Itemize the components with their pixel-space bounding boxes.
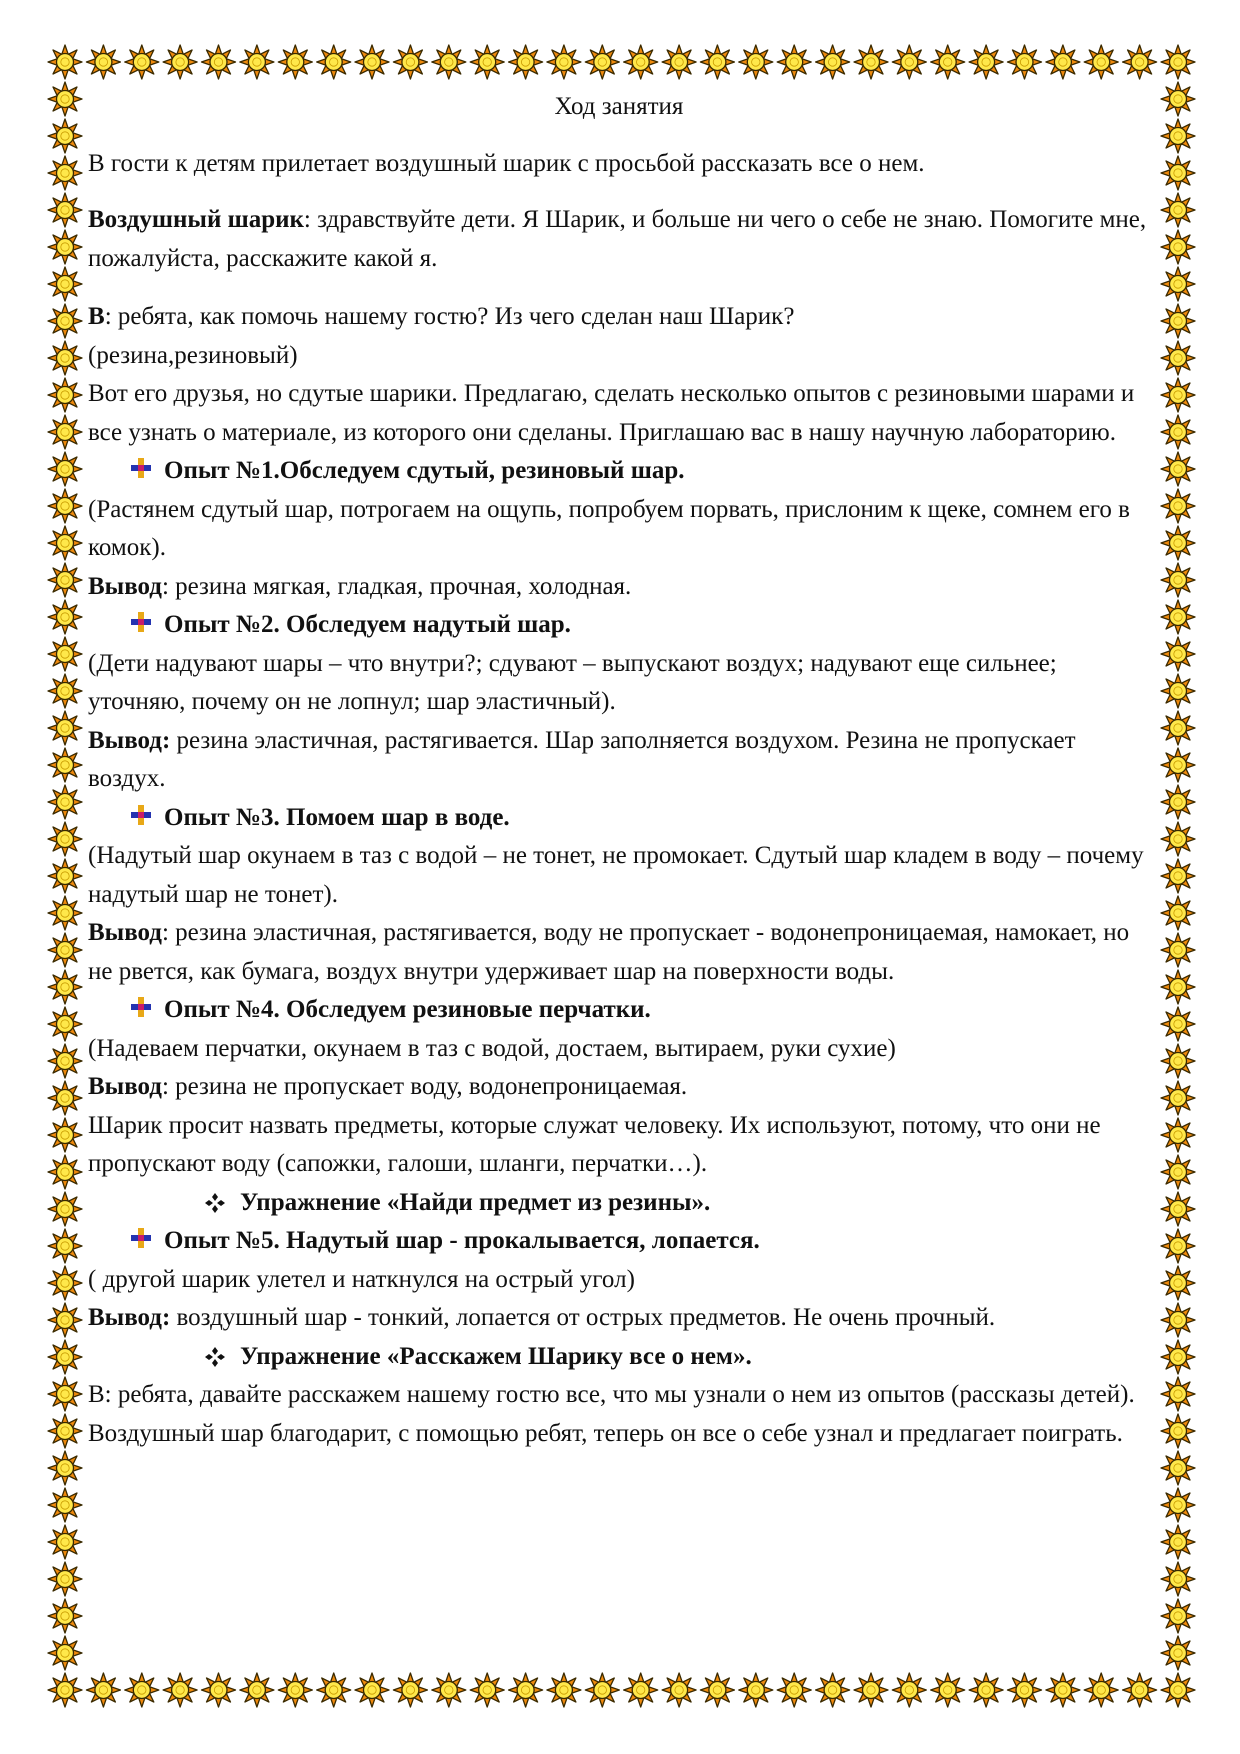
sun-icon xyxy=(1161,1266,1195,1300)
sun-icon xyxy=(1161,859,1195,893)
sun-icon xyxy=(739,1673,773,1707)
sun-icon xyxy=(48,1155,82,1189)
sun-icon xyxy=(48,637,82,671)
sun-icon xyxy=(1161,1340,1195,1374)
experiment-3-description: (Надутый шар окунаем в таз с водой – не тонет, не промокает. Сдутый шар кладем в воду – почему надутый шар не тонет). xyxy=(88,842,1144,908)
sun-icon xyxy=(48,933,82,967)
document-body xyxy=(88,88,1150,1453)
sun-icon xyxy=(163,45,197,79)
sun-icon xyxy=(278,1673,312,1707)
exercise-1-heading: Упражнение «Найди предмет из резины». xyxy=(88,1184,1150,1223)
sun-icon xyxy=(1161,711,1195,745)
experiment-5-heading: Опыт №5. Надутый шар - прокалывается, лопается. xyxy=(88,1222,1150,1261)
experiment-2-conclusion: Вывод: резина эластичная, растягивается. Шар заполняется воздухом. Резина не пропускает воздух. xyxy=(88,726,1076,792)
sun-icon xyxy=(202,1673,236,1707)
sun-icon xyxy=(48,119,82,153)
sun-icon xyxy=(854,45,888,79)
intro-paragraph: В гости к детям прилетает воздушный шарик с просьбой рассказать все о нем. xyxy=(88,149,925,177)
sun-icon xyxy=(48,674,82,708)
sun-icon xyxy=(624,45,658,79)
sun-icon xyxy=(240,45,274,79)
sun-icon xyxy=(1161,822,1195,856)
experiment-2-description: (Дети надувают шары – что внутри?; сдувают – выпускают воздух; надувают еще сильнее; уточняю, почему он не лопнул; шар эластичный). xyxy=(88,649,1057,715)
sun-icon xyxy=(48,1636,82,1670)
sun-icon xyxy=(509,1673,543,1707)
experiment-1-heading: Опыт №1.Обследуем сдутый, резиновый шар. xyxy=(88,452,1150,491)
sun-icon xyxy=(48,1377,82,1411)
sun-icon xyxy=(48,1599,82,1633)
friends-paragraph: Вот его друзья, но сдутые шарики. Предлагаю, сделать несколько опытов с резиновыми шарами и все узнать о материале, из которого они сделаны. Приглашаю вас в нашу научную лабораторию. xyxy=(88,380,1135,446)
sun-icon xyxy=(1123,1673,1157,1707)
sun-icon xyxy=(1161,526,1195,560)
sun-icon xyxy=(662,45,696,79)
sun-icon xyxy=(48,822,82,856)
sun-icon xyxy=(1161,304,1195,338)
sun-icon xyxy=(777,1673,811,1707)
sun-icon xyxy=(1161,1414,1195,1448)
diamond-bullet-icon xyxy=(204,1346,226,1368)
sun-icon xyxy=(48,1562,82,1596)
answer-paragraph: (резина,резиновый) xyxy=(88,341,298,369)
sun-icon xyxy=(1161,193,1195,227)
sun-icon xyxy=(816,1673,850,1707)
experiment-4-description: (Надеваем перчатки, окунаем в таз с водой, достаем, вытираем, руки сухие) xyxy=(88,1034,896,1062)
sun-icon xyxy=(393,1673,427,1707)
sun-icon xyxy=(1123,45,1157,79)
sun-icon xyxy=(48,1414,82,1448)
sun-icon xyxy=(1161,896,1195,930)
experiment-4-conclusion: Вывод: резина не пропускает воду, водонепроницаемая. xyxy=(88,1073,688,1100)
plus-bullet-icon xyxy=(128,1225,154,1251)
balloon-speech: Воздушный шарик: здравствуйте дети. Я Шарик, и больше ни чего о себе не знаю. Помогите мне, пожалуйста, расскажите какой я. xyxy=(88,206,1147,272)
sun-icon xyxy=(1084,45,1118,79)
sun-icon xyxy=(1161,1229,1195,1263)
sun-icon xyxy=(48,563,82,597)
sun-icon xyxy=(816,45,850,79)
sun-icon xyxy=(1084,1673,1118,1707)
experiment-5-description: ( другой шарик улетел и наткнулся на острый угол) xyxy=(88,1265,635,1293)
sun-icon xyxy=(48,600,82,634)
sun-icon xyxy=(509,45,543,79)
speaker-label: Воздушный шарик xyxy=(88,206,304,233)
sun-icon xyxy=(1161,1562,1195,1596)
sun-icon xyxy=(355,1673,389,1707)
sun-icon xyxy=(48,452,82,486)
sun-icon xyxy=(48,1192,82,1226)
sun-icon xyxy=(48,785,82,819)
sun-icon xyxy=(1161,119,1195,153)
experiment-3-heading: Опыт №3. Помоем шар в воде. xyxy=(88,799,1150,838)
sun-icon xyxy=(547,1673,581,1707)
sun-icon xyxy=(700,45,734,79)
teacher-question: В: ребята, как помочь нашему гостю? Из чего сделан наш Шарик? xyxy=(88,303,795,330)
sun-icon xyxy=(1161,1044,1195,1078)
sun-icon xyxy=(240,1673,274,1707)
sun-icon xyxy=(48,748,82,782)
sun-icon xyxy=(1161,415,1195,449)
sun-icon xyxy=(1161,1303,1195,1337)
sun-icon xyxy=(777,45,811,79)
sun-icon xyxy=(48,1525,82,1559)
rubber-items-paragraph: Шарик просит назвать предметы, которые служат человеку. Их используют, потому, что они не пропускают воду (сапожки, галоши, шланги, перчатки…). xyxy=(88,1111,1101,1177)
sun-icon xyxy=(393,45,427,79)
sun-icon xyxy=(1161,748,1195,782)
sun-icon xyxy=(48,415,82,449)
sun-icon xyxy=(1046,1673,1080,1707)
sun-icon xyxy=(48,1673,82,1707)
sun-icon xyxy=(1161,452,1195,486)
sun-icon xyxy=(48,1451,82,1485)
sun-icon xyxy=(1161,1451,1195,1485)
sun-icon xyxy=(1161,156,1195,190)
final-paragraph: Воздушный шар благодарит, с помощью ребят, теперь он все о себе узнал и предлагает поиграть. xyxy=(88,1419,1123,1447)
experiment-1-description: (Растянем сдутый шар, потрогаем на ощупь, попробуем порвать, прислоним к щеке, сомнем его в комок). xyxy=(88,495,1130,561)
sun-icon xyxy=(969,1673,1003,1707)
sun-icon xyxy=(1161,1007,1195,1041)
sun-icon xyxy=(48,489,82,523)
sun-icon xyxy=(662,1673,696,1707)
sun-icon xyxy=(1008,45,1042,79)
sun-icon xyxy=(48,1488,82,1522)
sun-icon xyxy=(1161,1155,1195,1189)
sun-icon xyxy=(1161,600,1195,634)
speaker-label: В xyxy=(88,303,105,330)
sun-icon xyxy=(1161,1525,1195,1559)
sun-icon xyxy=(48,1118,82,1152)
plus-bullet-icon xyxy=(128,455,154,481)
sun-icon xyxy=(624,1673,658,1707)
sun-icon xyxy=(432,1673,466,1707)
sun-icon xyxy=(1161,230,1195,264)
sun-icon xyxy=(1008,1673,1042,1707)
sun-icon xyxy=(854,1673,888,1707)
sun-icon xyxy=(48,1007,82,1041)
sun-icon xyxy=(969,45,1003,79)
sun-icon xyxy=(48,82,82,116)
sun-icon xyxy=(86,1673,120,1707)
sun-icon xyxy=(86,45,120,79)
sun-icon xyxy=(48,304,82,338)
plus-bullet-icon xyxy=(128,994,154,1020)
final-question: В: ребята, давайте расскажем нашему гостю все, что мы узнали о нем из опытов (рассказы детей). xyxy=(88,1381,1135,1408)
sun-icon xyxy=(48,1081,82,1115)
sun-icon xyxy=(1161,1377,1195,1411)
sun-icon xyxy=(317,45,351,79)
sun-icon xyxy=(48,1229,82,1263)
sun-icon xyxy=(48,896,82,930)
sun-icon xyxy=(48,970,82,1004)
experiment-3-conclusion: Вывод: резина эластичная, растягивается, воду не пропускает - водонепроницаемая, намокает, но не рвется, как бумага, воздух внутри удерживает шар на поверхности воды. xyxy=(88,919,1130,985)
sun-icon xyxy=(892,45,926,79)
experiment-4-heading: Опыт №4. Обследуем резиновые перчатки. xyxy=(88,991,1150,1030)
plus-bullet-icon xyxy=(128,609,154,635)
sun-icon xyxy=(48,1044,82,1078)
sun-icon xyxy=(1161,1488,1195,1522)
page-title: Ход занятия xyxy=(554,93,684,120)
sun-icon xyxy=(1161,933,1195,967)
sun-icon xyxy=(931,45,965,79)
sun-icon xyxy=(48,45,82,79)
sun-icon xyxy=(931,1673,965,1707)
sun-icon xyxy=(48,1340,82,1374)
sun-icon xyxy=(1161,637,1195,671)
sun-icon xyxy=(1161,1081,1195,1115)
sun-icon xyxy=(48,193,82,227)
experiment-2-heading: Опыт №2. Обследуем надутый шар. xyxy=(88,606,1150,645)
sun-icon xyxy=(48,378,82,412)
sun-icon xyxy=(48,859,82,893)
sun-icon xyxy=(1161,1118,1195,1152)
sun-icon xyxy=(1161,674,1195,708)
sun-icon xyxy=(48,1266,82,1300)
sun-icon xyxy=(470,45,504,79)
sun-icon xyxy=(48,341,82,375)
sun-icon xyxy=(48,526,82,560)
sun-icon xyxy=(48,1303,82,1337)
sun-icon xyxy=(700,1673,734,1707)
diamond-bullet-icon xyxy=(204,1192,226,1214)
sun-icon xyxy=(547,45,581,79)
sun-icon xyxy=(432,45,466,79)
sun-icon xyxy=(1161,785,1195,819)
sun-icon xyxy=(1161,970,1195,1004)
sun-icon xyxy=(585,45,619,79)
sun-icon xyxy=(1161,1192,1195,1226)
sun-icon xyxy=(48,230,82,264)
sun-icon xyxy=(1161,563,1195,597)
sun-icon xyxy=(163,1673,197,1707)
sun-icon xyxy=(1161,267,1195,301)
sun-icon xyxy=(355,45,389,79)
sun-icon xyxy=(1161,1636,1195,1670)
sun-icon xyxy=(317,1673,351,1707)
sun-icon xyxy=(1161,1673,1195,1707)
sun-icon xyxy=(739,45,773,79)
sun-icon xyxy=(892,1673,926,1707)
sun-icon xyxy=(1161,1599,1195,1633)
sun-icon xyxy=(1046,45,1080,79)
sun-icon xyxy=(48,156,82,190)
sun-icon xyxy=(1161,378,1195,412)
sun-icon xyxy=(125,1673,159,1707)
sun-icon xyxy=(470,1673,504,1707)
plus-bullet-icon xyxy=(128,802,154,828)
sun-icon xyxy=(1161,341,1195,375)
sun-icon xyxy=(585,1673,619,1707)
sun-icon xyxy=(278,45,312,79)
sun-icon xyxy=(1161,45,1195,79)
exercise-2-heading: Упражнение «Расскажем Шарику все о нем». xyxy=(88,1338,1150,1377)
sun-icon xyxy=(125,45,159,79)
sun-icon xyxy=(48,267,82,301)
experiment-1-conclusion: Вывод: резина мягкая, гладкая, прочная, холодная. xyxy=(88,572,632,600)
sun-icon xyxy=(202,45,236,79)
sun-icon xyxy=(1161,489,1195,523)
sun-icon xyxy=(48,711,82,745)
sun-icon xyxy=(1161,82,1195,116)
experiment-5-conclusion: Вывод: воздушный шар - тонкий, лопается от острых предметов. Не очень прочный. xyxy=(88,1304,996,1331)
